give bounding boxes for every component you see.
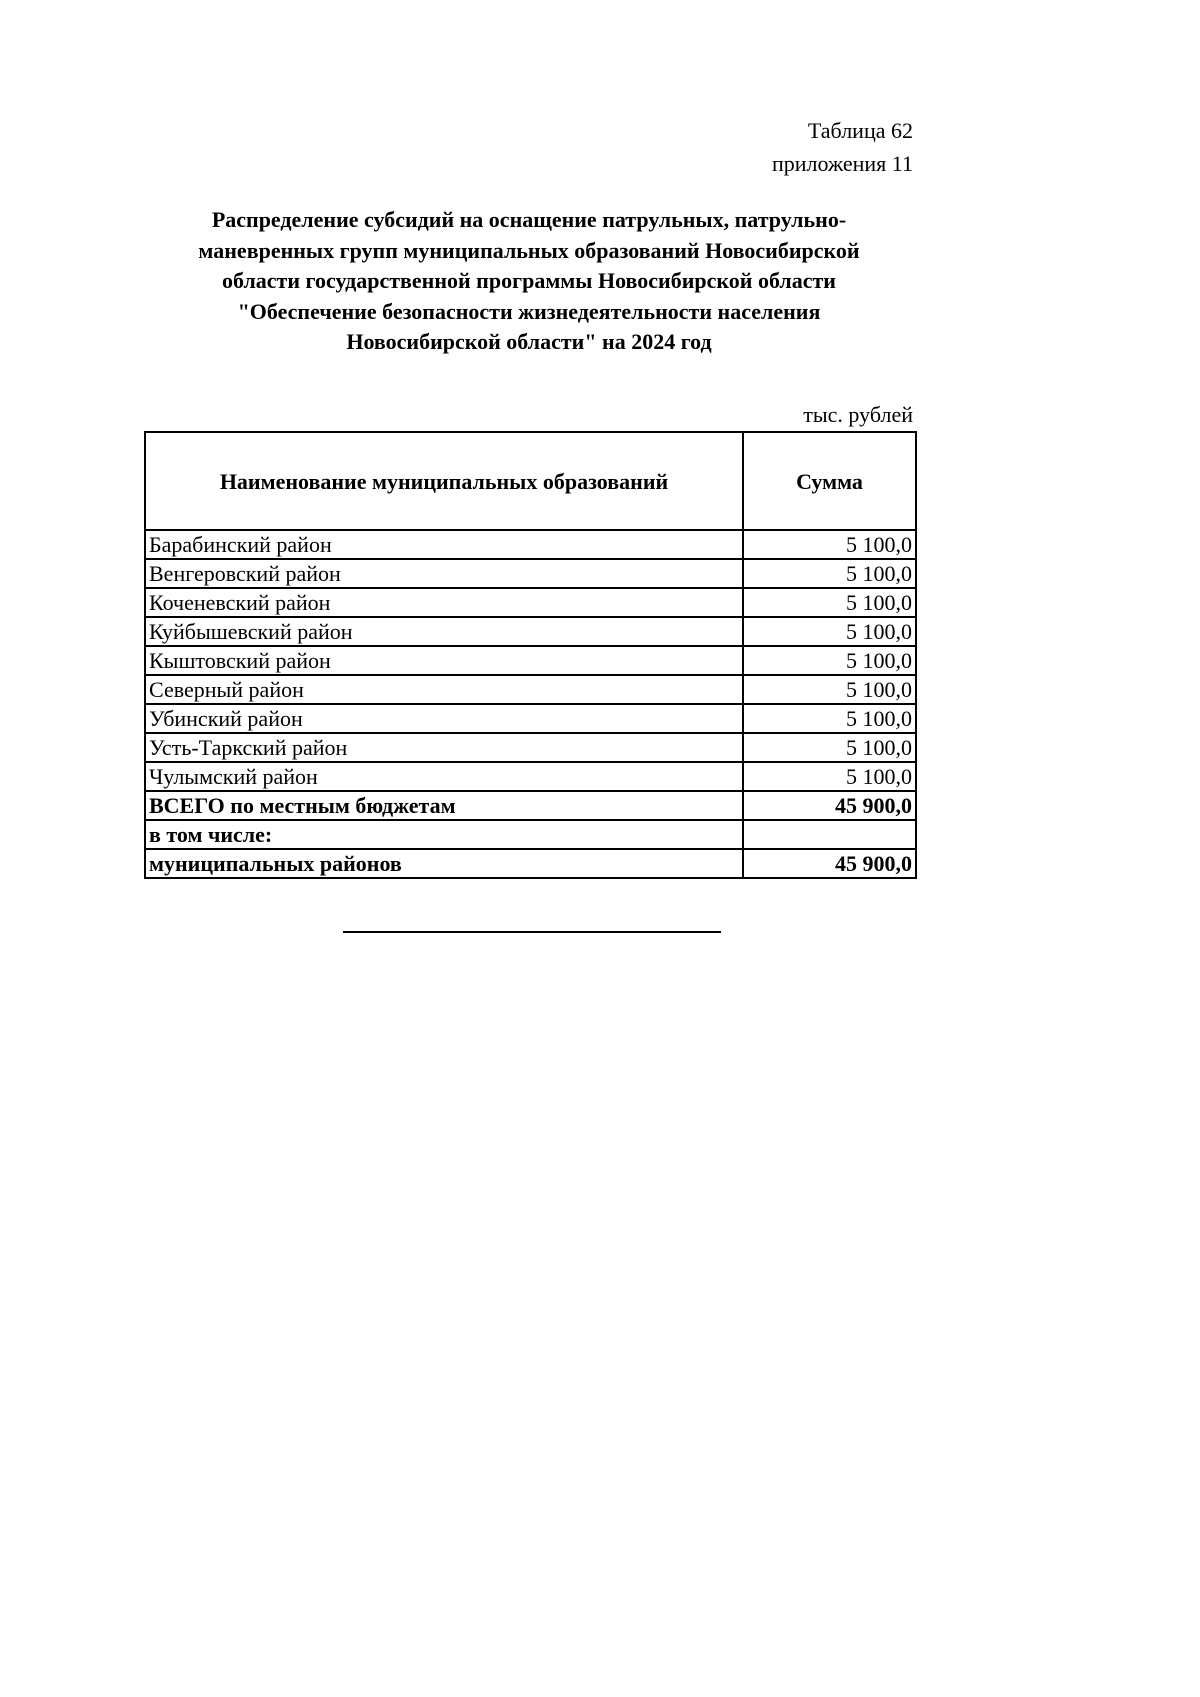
subsidy-table <box>144 431 917 879</box>
table-row <box>145 530 916 559</box>
document-reference <box>772 114 913 180</box>
table-row <box>145 733 916 762</box>
header-name: Наименование муниципальных образований <box>145 432 743 530</box>
district-name: Северный район <box>145 675 743 704</box>
table-header-row <box>145 432 916 530</box>
title-line: Новосибирской области" на 2024 год <box>346 329 712 354</box>
closing-rule <box>343 931 721 933</box>
table-row <box>145 617 916 646</box>
district-name: Кыштовский район <box>145 646 743 675</box>
district-amount: 5 100,0 <box>743 617 916 646</box>
total-row <box>145 791 916 820</box>
header-amount: Сумма <box>743 432 916 530</box>
table-row <box>145 675 916 704</box>
total-label: ВСЕГО по местным бюджетам <box>145 791 743 820</box>
district-amount: 5 100,0 <box>743 646 916 675</box>
district-amount: 5 100,0 <box>743 762 916 791</box>
district-amount: 5 100,0 <box>743 530 916 559</box>
table-row <box>145 646 916 675</box>
district-name: Венгеровский район <box>145 559 743 588</box>
table-row <box>145 588 916 617</box>
document-title <box>132 205 926 358</box>
district-name: Усть-Таркский район <box>145 733 743 762</box>
appendix-label: приложения 11 <box>771 151 913 176</box>
district-amount: 5 100,0 <box>743 704 916 733</box>
district-amount: 5 100,0 <box>743 559 916 588</box>
municipal-amount: 45 900,0 <box>743 849 916 878</box>
title-line: маневренных групп муниципальных образований Новосибирской <box>198 237 860 263</box>
district-name: Куйбышевский район <box>145 617 743 646</box>
district-amount: 5 100,0 <box>743 675 916 704</box>
table-number-label: Таблица 62 <box>807 118 913 143</box>
district-name: Убинский район <box>145 704 743 733</box>
table-row <box>145 559 916 588</box>
municipal-label: муниципальных районов <box>145 849 743 878</box>
including-amount <box>743 820 916 849</box>
title-line: области государственной программы Новосибирской области <box>222 268 836 293</box>
district-name: Коченевский район <box>145 588 743 617</box>
district-amount: 5 100,0 <box>743 588 916 617</box>
unit-label: тыс. рублей <box>803 402 913 427</box>
district-name: Чулымский район <box>145 762 743 791</box>
including-label: в том числе: <box>145 820 743 849</box>
municipal-row <box>145 849 916 878</box>
district-amount: 5 100,0 <box>743 733 916 762</box>
table-row <box>145 704 916 733</box>
total-amount: 45 900,0 <box>743 791 916 820</box>
district-name: Барабинский район <box>145 530 743 559</box>
including-row <box>145 820 916 849</box>
title-line: Распределение субсидий на оснащение патрульных, патрульно- <box>211 207 847 232</box>
title-line: "Обеспечение безопасности жизнедеятельности населения <box>237 298 821 324</box>
table-row <box>145 762 916 791</box>
